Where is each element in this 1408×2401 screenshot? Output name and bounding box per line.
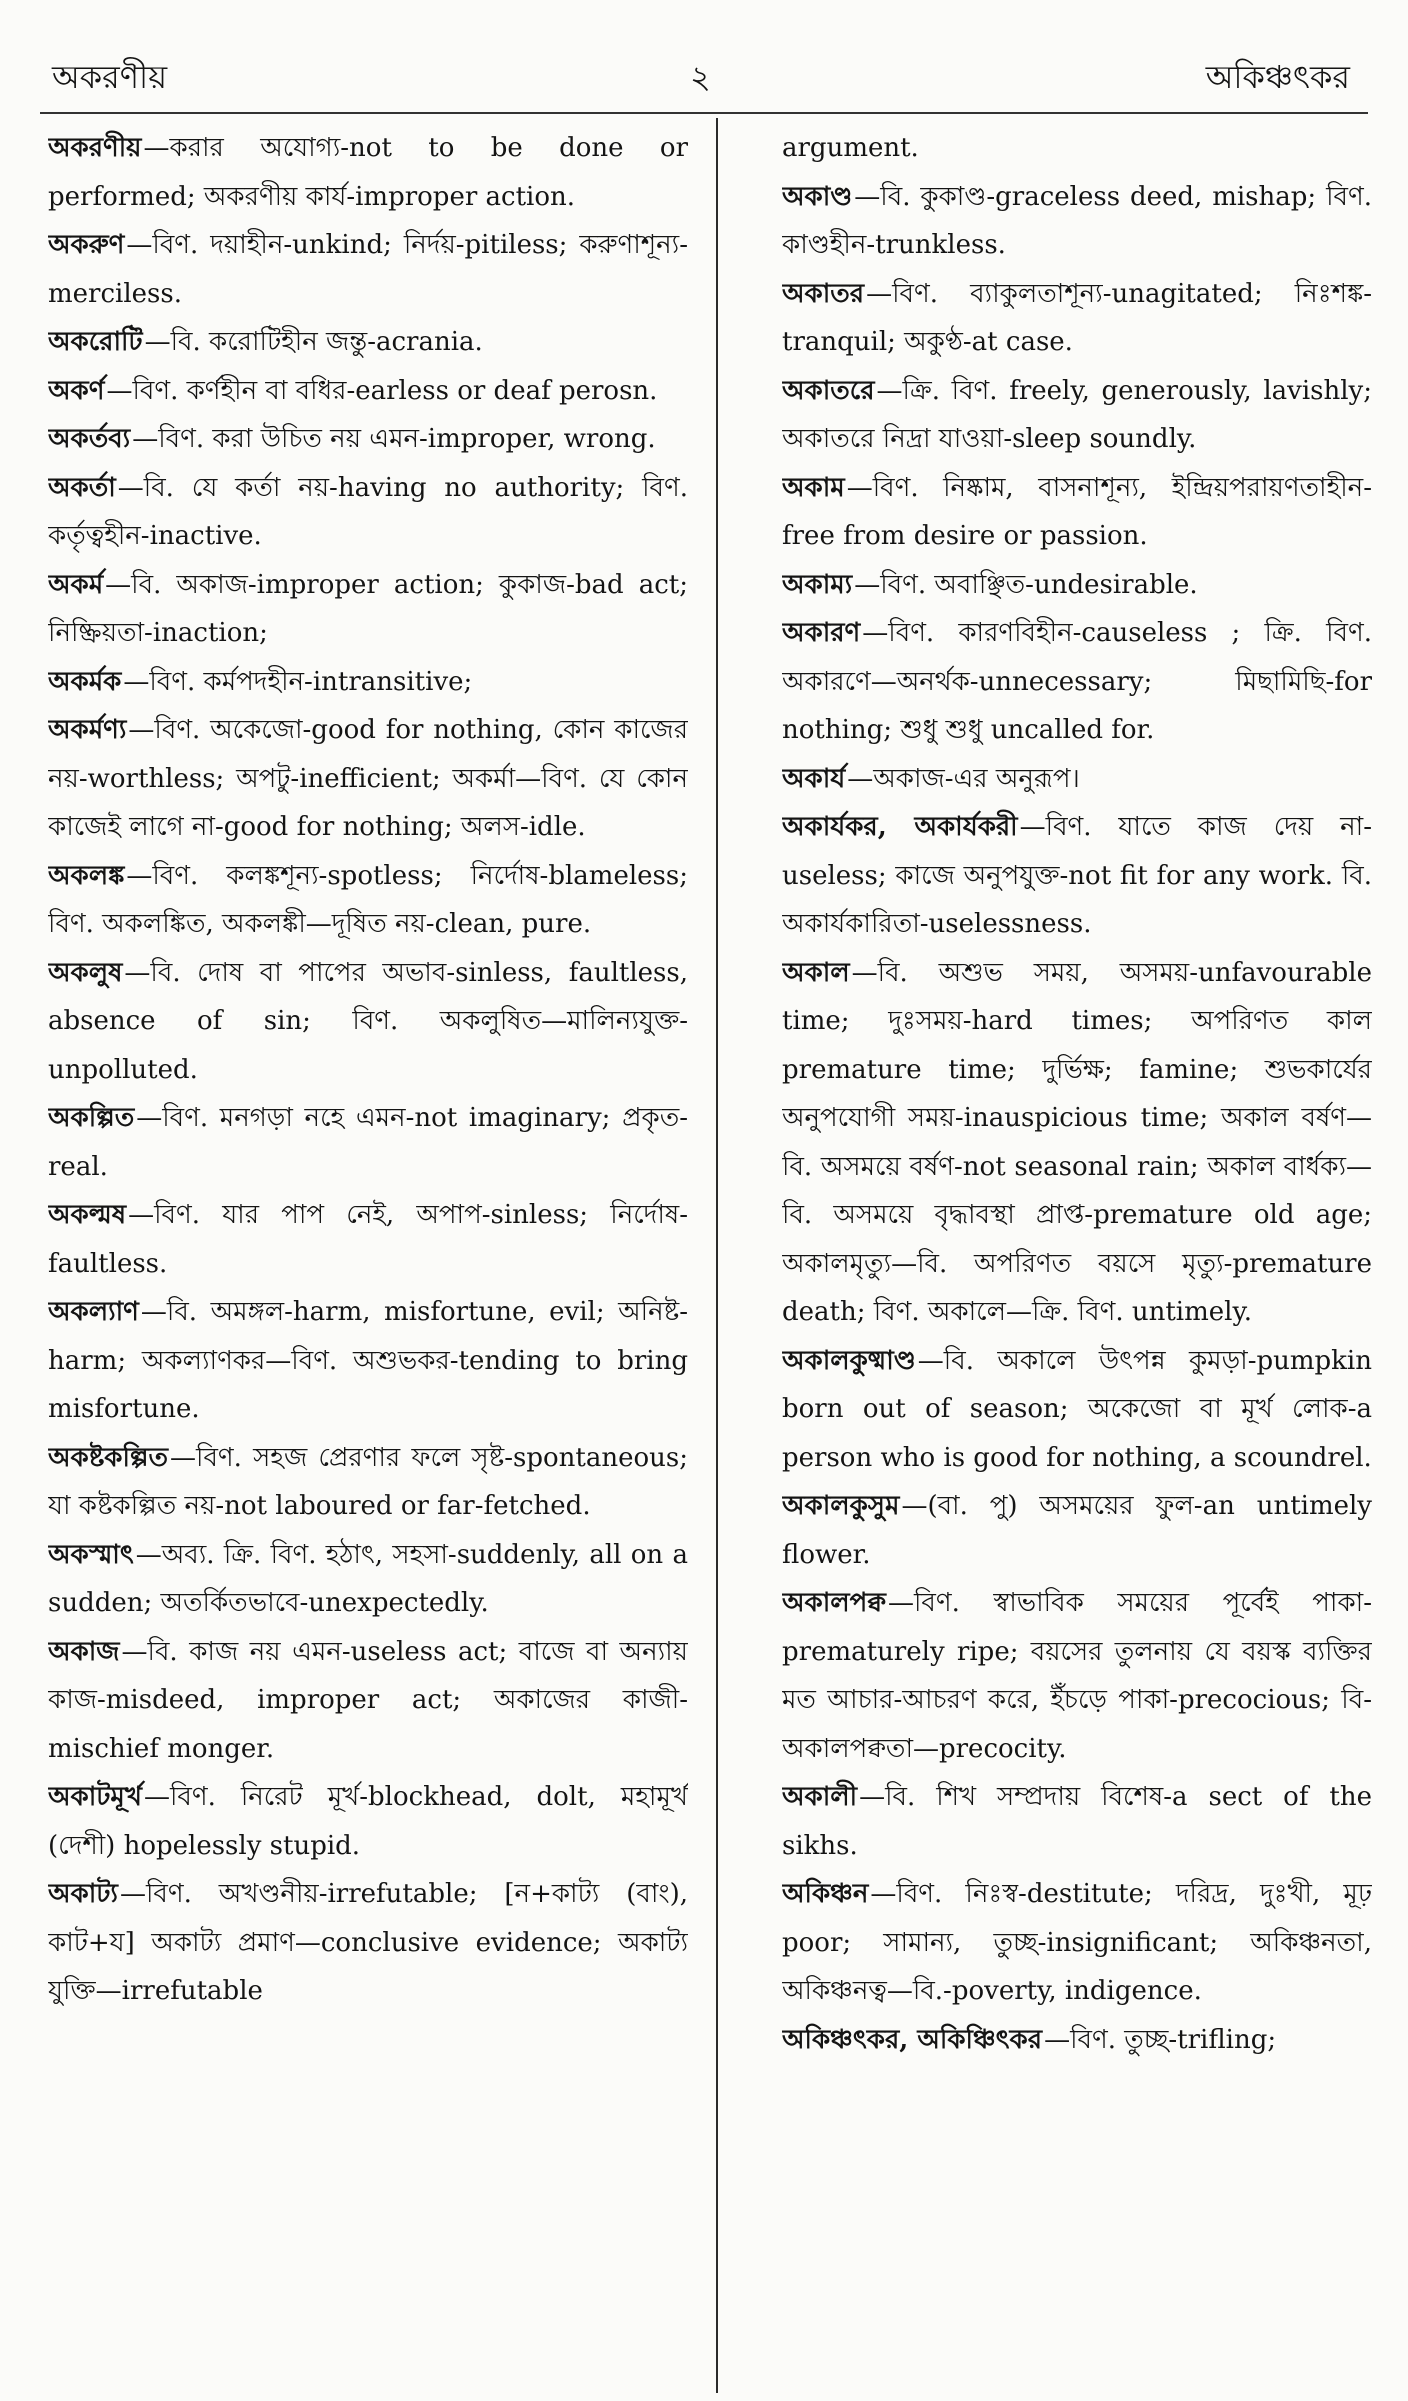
- definition-text: —বি. অমঙ্গল-harm, misfortune, evil; অনিষ্ট-harm; অকল্যাণকর—বিণ. অশুভকর-tending to bring misfortune.: [48, 1297, 688, 1424]
- dictionary-entry: [782, 1870, 1372, 2016]
- dictionary-entry: [782, 561, 1372, 610]
- definition-text: —(বা. পু) অসময়ের ফুল-an untimely flower.: [782, 1491, 1372, 1570]
- definition-text: —বিণ. নিষ্কাম, বাসনাশূন্য, ইন্দ্রিয়পরায়ণতাহীন-free from desire or passion.: [782, 472, 1372, 551]
- dictionary-entry: [782, 803, 1372, 949]
- headword: অকলুষ: [48, 957, 123, 988]
- headword: অকরোটি: [48, 327, 143, 357]
- definition-text: —বি. যে কর্তা নয়-having no authority; বিণ. কর্তৃত্বহীন-inactive.: [48, 472, 688, 551]
- header-rule: [40, 112, 1368, 114]
- headword: অকাতরে: [782, 375, 875, 406]
- headword: অকর্ম: [48, 569, 104, 600]
- dictionary-entry: [48, 415, 688, 464]
- definition-text: —বিণ. যাতে কাজ দেয় না-useless; কাজে অনুপযুক্ত-not fit for any work. বি. অকার্যকারিতা-uselessness.: [782, 812, 1372, 939]
- headword: অকালকুসুম: [782, 1491, 900, 1521]
- dictionary-entry: [48, 1094, 688, 1191]
- header-right-guideword: অকিঞ্চৎকর: [1205, 58, 1350, 96]
- dictionary-entry: [48, 318, 688, 367]
- definition-text: —বিণ. অখণ্ডনীয়-irrefutable; [ন+কাট্য (বাং), কাট+য] অকাট্য প্রমাণ—conclusive evidence; অকাট্য যুক্তি—irrefutable: [48, 1879, 688, 2006]
- headword: অকর্তব্য: [48, 424, 131, 454]
- dictionary-entry: [48, 367, 688, 416]
- headword: অকালকুষ্মাণ্ড: [782, 1345, 916, 1376]
- dictionary-entry: [48, 949, 688, 1095]
- dictionary-entry: [782, 367, 1372, 464]
- dictionary-entry: [782, 464, 1372, 561]
- headword: অকর্মণ্য: [48, 715, 127, 745]
- dictionary-entry: [48, 464, 688, 561]
- definition-text: —বি. করোটিহীন জন্তু-acrania.: [144, 327, 483, 357]
- dictionary-entry: [782, 1773, 1372, 1870]
- definition-text: —বিণ. নিঃস্ব-destitute; দরিদ্র, দুঃখী, মূঢ় poor; সামান্য, তুচ্ছ-insignificant; অকিঞ্চনতা, অকিঞ্চনত্ব—বি.-poverty, indigence.: [782, 1879, 1372, 2006]
- definition-text: —বিণ. সহজ প্রেরণার ফলে সৃষ্ট-spontaneous; যা কষ্টকল্পিত নয়-not laboured or far-fetched.: [48, 1442, 688, 1521]
- definition-text: —বিণ. যার পাপ নেই, অপাপ-sinless; নির্দোষ-faultless.: [48, 1200, 688, 1279]
- headword: অকাটমূর্খ: [48, 1782, 142, 1812]
- headword: অকালী: [782, 1782, 858, 1812]
- definition-text: argument.: [782, 133, 919, 163]
- definition-text: —বি. কাজ নয় এমন-useless act; বাজে বা অন্যায় কাজ-misdeed, improper act; অকাজের কাজী-mischief monger.: [48, 1636, 688, 1764]
- dictionary-entry: [48, 1434, 688, 1531]
- headword: অকাম: [782, 472, 845, 503]
- dictionary-entry: [48, 658, 688, 707]
- headword: অকর্তা: [48, 472, 116, 503]
- headword: অকস্মাৎ: [48, 1539, 134, 1570]
- headword: অকরণীয়: [48, 133, 142, 163]
- headword: অকারণ: [782, 618, 861, 648]
- dictionary-entry: [48, 1628, 688, 1774]
- dictionary-entry: [48, 1773, 688, 1870]
- definition-text: —করার অযোগ্য-not to be done or performed; অকরণীয় কার্য-improper action.: [48, 133, 688, 212]
- dictionary-entry: [782, 270, 1372, 367]
- definition-text: —বিণ. কর্ণহীন বা বধির-earless or deaf perosn.: [106, 375, 658, 406]
- definition-text: —অব্য. ক্রি. বিণ. হঠাৎ, সহসা-suddenly, all on a sudden; অতর্কিতভাবে-unexpectedly.: [48, 1539, 688, 1618]
- headword: অকলঙ্ক: [48, 860, 125, 891]
- headword: অকল্যাণ: [48, 1297, 139, 1327]
- headword: অকাতর: [782, 278, 865, 309]
- page-number: ২: [690, 58, 711, 96]
- definition-text: —বি. শিখ সম্প্রদায় বিশেষ-a sect of the sikhs.: [782, 1782, 1372, 1861]
- dictionary-entry: [782, 1579, 1372, 1773]
- headword: অকরুণ: [48, 230, 125, 260]
- definition-text: —বিণ. অবাঞ্ছিত-undesirable.: [854, 569, 1198, 600]
- dictionary-entry: [48, 1531, 688, 1628]
- definition-text: —বিণ. অকেজো-good for nothing, কোন কাজের নয়-worthless; অপটু-inefficient; অকর্মা—বিণ. যে কোন কাজেই লাগে না-good for nothing; অলস-idle.: [48, 715, 688, 842]
- definition-text: —বিণ. তুচ্ছ-trifling;: [1044, 2024, 1277, 2055]
- left-column: [48, 124, 688, 2394]
- dictionary-entry: [48, 561, 688, 658]
- definition-text: —বিণ. স্বাভাবিক সময়ের পূর্বেই পাকা-prematurely ripe; বয়সের তুলনায় যে বয়স্ক ব্যক্তির মত আচার-আচরণ করে, ইঁচড়ে পাকা-precocious; বি-অকালপক্বতা—precocity.: [782, 1588, 1372, 1764]
- dictionary-entry: [782, 173, 1372, 270]
- definition-text: —বিণ. করা উচিত নয় এমন-improper, wrong.: [132, 424, 656, 454]
- headword: অকিঞ্চন: [782, 1879, 869, 1909]
- right-column: [782, 124, 1372, 2394]
- definition-text: —অকাজ-এর অনুরূপ।: [847, 763, 1080, 794]
- dictionary-entry: [782, 1337, 1372, 1483]
- definition-text: —বিণ. ব্যাকুলতাশূন্য-unagitated; নিঃশঙ্ক-tranquil; অকুণ্ঠ-at case.: [782, 278, 1372, 357]
- column-divider: [716, 118, 718, 2393]
- headword: অকাট্য: [48, 1879, 118, 1909]
- headword: অকালপক্ব: [782, 1588, 886, 1618]
- dictionary-entry: [782, 124, 1372, 173]
- headword: অকাল: [782, 957, 850, 988]
- definition-text: —বি. অকালে উৎপন্ন কুমড়া-pumpkin born out of season; অকেজো বা মূর্খ লোক-a person who is good for nothing, a scoundrel.: [782, 1345, 1372, 1473]
- definition-text: —বিণ. দয়াহীন-unkind; নির্দয়-pitiless; করুণাশূন্য-merciless.: [48, 230, 688, 309]
- dictionary-entry: [48, 852, 688, 949]
- definition-text: —বি. অকাজ-improper action; কুকাজ-bad act; নিষ্ক্রিয়তা-inaction;: [48, 569, 688, 648]
- definition-text: —বি. অশুভ সময়, অসময়-unfavourable time; দুঃসময়-hard times; অপরিণত কাল premature time; দুর্ভিক্ষ; famine; শুভকার্যের অনুপযোগী সময়-inauspicious time; অকাল বর্ষণ—বি. অসময়ে বর্ষণ-not seasonal rain; অকাল বার্ধক্য—বি. অসময়ে বৃদ্ধাবস্থা প্রাপ্ত-premature old age; অকালমৃত্যু—বি. অপরিণত বয়সে মৃত্যু-premature death; বিণ. অকালে—ক্রি. বিণ. untimely.: [782, 957, 1372, 1327]
- dictionary-entry: [782, 609, 1372, 755]
- definition-text: —বিণ. মনগড়া নহে এমন-not imaginary; প্রকৃত-real.: [48, 1103, 688, 1182]
- headword: অকাম্য: [782, 569, 853, 600]
- headword: অকল্মষ: [48, 1200, 127, 1230]
- headword: অকল্পিত: [48, 1103, 135, 1133]
- headword: অকর্মক: [48, 666, 122, 697]
- headword: অকার্যকর, অকার্যকরী: [782, 812, 1018, 842]
- dictionary-entry: [48, 706, 688, 852]
- definition-text: —বিণ. কারণবিহীন-causeless ; ক্রি. বিণ. অকারণে—অনর্থক-unnecessary; মিছামিছি-for nothing; শুধু শুধু uncalled for.: [782, 618, 1372, 745]
- header-left-guideword: অকরণীয়: [52, 58, 168, 96]
- definition-text: —বি. দোষ বা পাপের অভাব-sinless, faultless, absence of sin; বিণ. অকলুষিত—মালিন্যযুক্ত-unpolluted.: [48, 957, 688, 1085]
- dictionary-entry: [48, 221, 688, 318]
- headword: অকষ্টকল্পিত: [48, 1442, 168, 1473]
- headword: অকাণ্ড: [782, 181, 853, 212]
- definition-text: —ক্রি. বিণ. freely, generously, lavishly; অকাতরে নিদ্রা যাওয়া-sleep soundly.: [782, 375, 1372, 454]
- definition-text: —বিণ. কলঙ্কশূন্য-spotless; নির্দোষ-blameless; বিণ. অকলঙ্কিত, অকলঙ্কী—দূষিত নয়-clean, pure.: [48, 860, 688, 939]
- dictionary-entry: [782, 1482, 1372, 1579]
- dictionary-entry: [782, 2016, 1372, 2065]
- dictionary-entry: [782, 949, 1372, 1337]
- headword: অকর্ণ: [48, 375, 105, 406]
- dictionary-entry: [48, 1191, 688, 1288]
- dictionary-entry: [48, 124, 688, 221]
- definition-text: —বি. কুকাণ্ড-graceless deed, mishap; বিণ. কাণ্ডহীন-trunkless.: [782, 181, 1372, 260]
- definition-text: —বিণ. কর্মপদহীন-intransitive;: [123, 666, 473, 697]
- headword: অকাজ: [48, 1636, 120, 1667]
- headword: অকিঞ্চৎকর, অকিঞ্চিৎকর: [782, 2024, 1043, 2055]
- headword: অকার্য: [782, 763, 846, 794]
- dictionary-entry: [48, 1288, 688, 1434]
- dictionary-entry: [782, 755, 1372, 804]
- dictionary-entry: [48, 1870, 688, 2016]
- definition-text: —বিণ. নিরেট মূর্খ-blockhead, dolt, মহামূর্খ (দেশী) hopelessly stupid.: [48, 1782, 688, 1861]
